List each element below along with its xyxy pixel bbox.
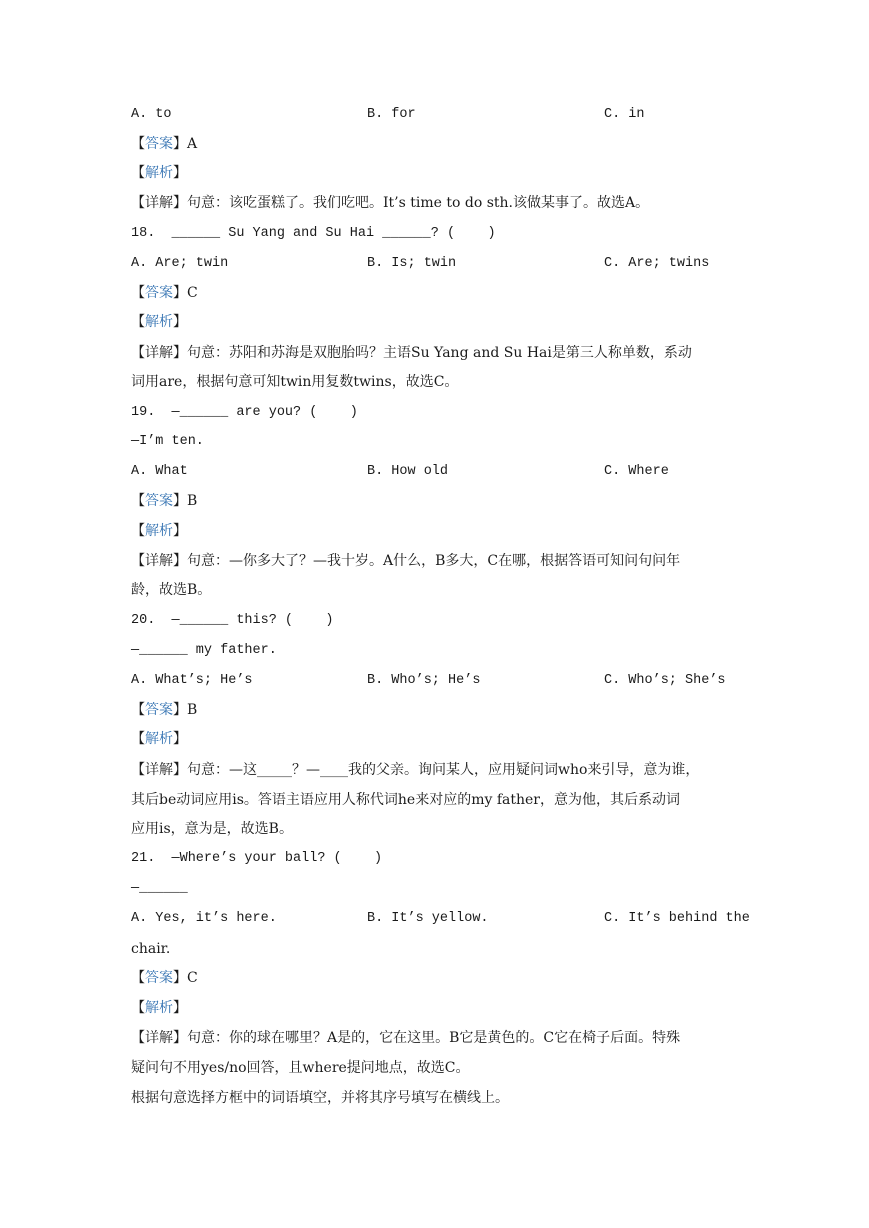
q19-reply: —I’m ten. [131,434,204,449]
q17-option-c: C. in [604,107,645,122]
q21-answer: 【答案】C [131,970,198,986]
q21-option-a: A. Yes, it’s here. [131,911,277,926]
q17-option-b: B. for [367,107,416,122]
q18-option-b: B. Is; twin [367,256,457,271]
q20-detail-cont-2: 应用is，意为是，故选B。 [131,821,293,837]
section-instruction: 根据句意选择方框中的词语填空，并将其序号填写在横线上。 [131,1090,509,1106]
q19-option-c: C. Where [604,464,669,479]
q17-answer: 【答案】A [131,136,198,152]
q18-answer: 【答案】C [131,285,198,301]
q18-analysis-label: 【解析】 [131,314,187,330]
q20-option-c: C. Who’s; She’s [604,673,726,688]
q21-option-c: C. It’s behind the [604,911,750,926]
q18-stem: 18. ______ Su Yang and Su Hai ______? ( ) [131,226,496,241]
q18-detail-cont: 词用are，根据句意可知twin用复数twins，故选C。 [131,374,459,390]
q20-detail: 【详解】句意：—这_____？—____我的父亲。询问某人，应用疑问词who来引导，意为谁， [131,762,700,778]
q21-stem: 21. —Where’s your ball? ( ) [131,851,383,866]
q18-option-a: A. Are; twin [131,256,229,271]
q21-analysis-label: 【解析】 [131,1000,187,1016]
q21-option-c-cont: chair. [131,941,171,957]
q17-detail: 【详解】句意：该吃蛋糕了。我们吃吧。It’s time to do sth.该做某事了。故选A。 [131,195,650,211]
q20-stem: 20. —______ this? ( ) [131,613,334,628]
q19-stem: 19. —______ are you? ( ) [131,405,358,420]
q19-option-a: A. What [131,464,188,479]
q18-detail: 【详解】句意：苏阳和苏海是双胞胎吗？主语Su Yang and Su Hai是第三人称单数，系动 [131,345,692,361]
q20-detail-cont-1: 其后be动词应用is。答语主语应用人称代词he来对应的my father，意为他，其后系动词 [131,792,680,808]
q21-option-b: B. It’s yellow. [367,911,489,926]
q19-option-b: B. How old [367,464,449,479]
q21-detail: 【详解】句意：你的球在哪里？A是的，它在这里。B它是黄色的。C它在椅子后面。特殊 [131,1030,681,1046]
q20-analysis-label: 【解析】 [131,731,187,747]
q17-option-a: A. to [131,107,172,122]
q19-answer: 【答案】B [131,493,198,509]
q18-option-c: C. Are; twins [604,256,710,271]
q20-option-b: B. Who’s; He’s [367,673,481,688]
q21-reply: —______ [131,881,188,896]
q21-detail-cont: 疑问句不用yes/no回答，且where提问地点，故选C。 [131,1060,470,1076]
q20-reply: —______ my father. [131,643,277,658]
q17-analysis-label: 【解析】 [131,165,187,181]
q20-option-a: A. What’s; He’s [131,673,253,688]
q19-analysis-label: 【解析】 [131,523,187,539]
q19-detail: 【详解】句意：—你多大了？—我十岁。A什么，B多大，C在哪，根据答语可知问句问年 [131,553,681,569]
q20-answer: 【答案】B [131,702,198,718]
q19-detail-cont: 龄，故选B。 [131,582,212,598]
